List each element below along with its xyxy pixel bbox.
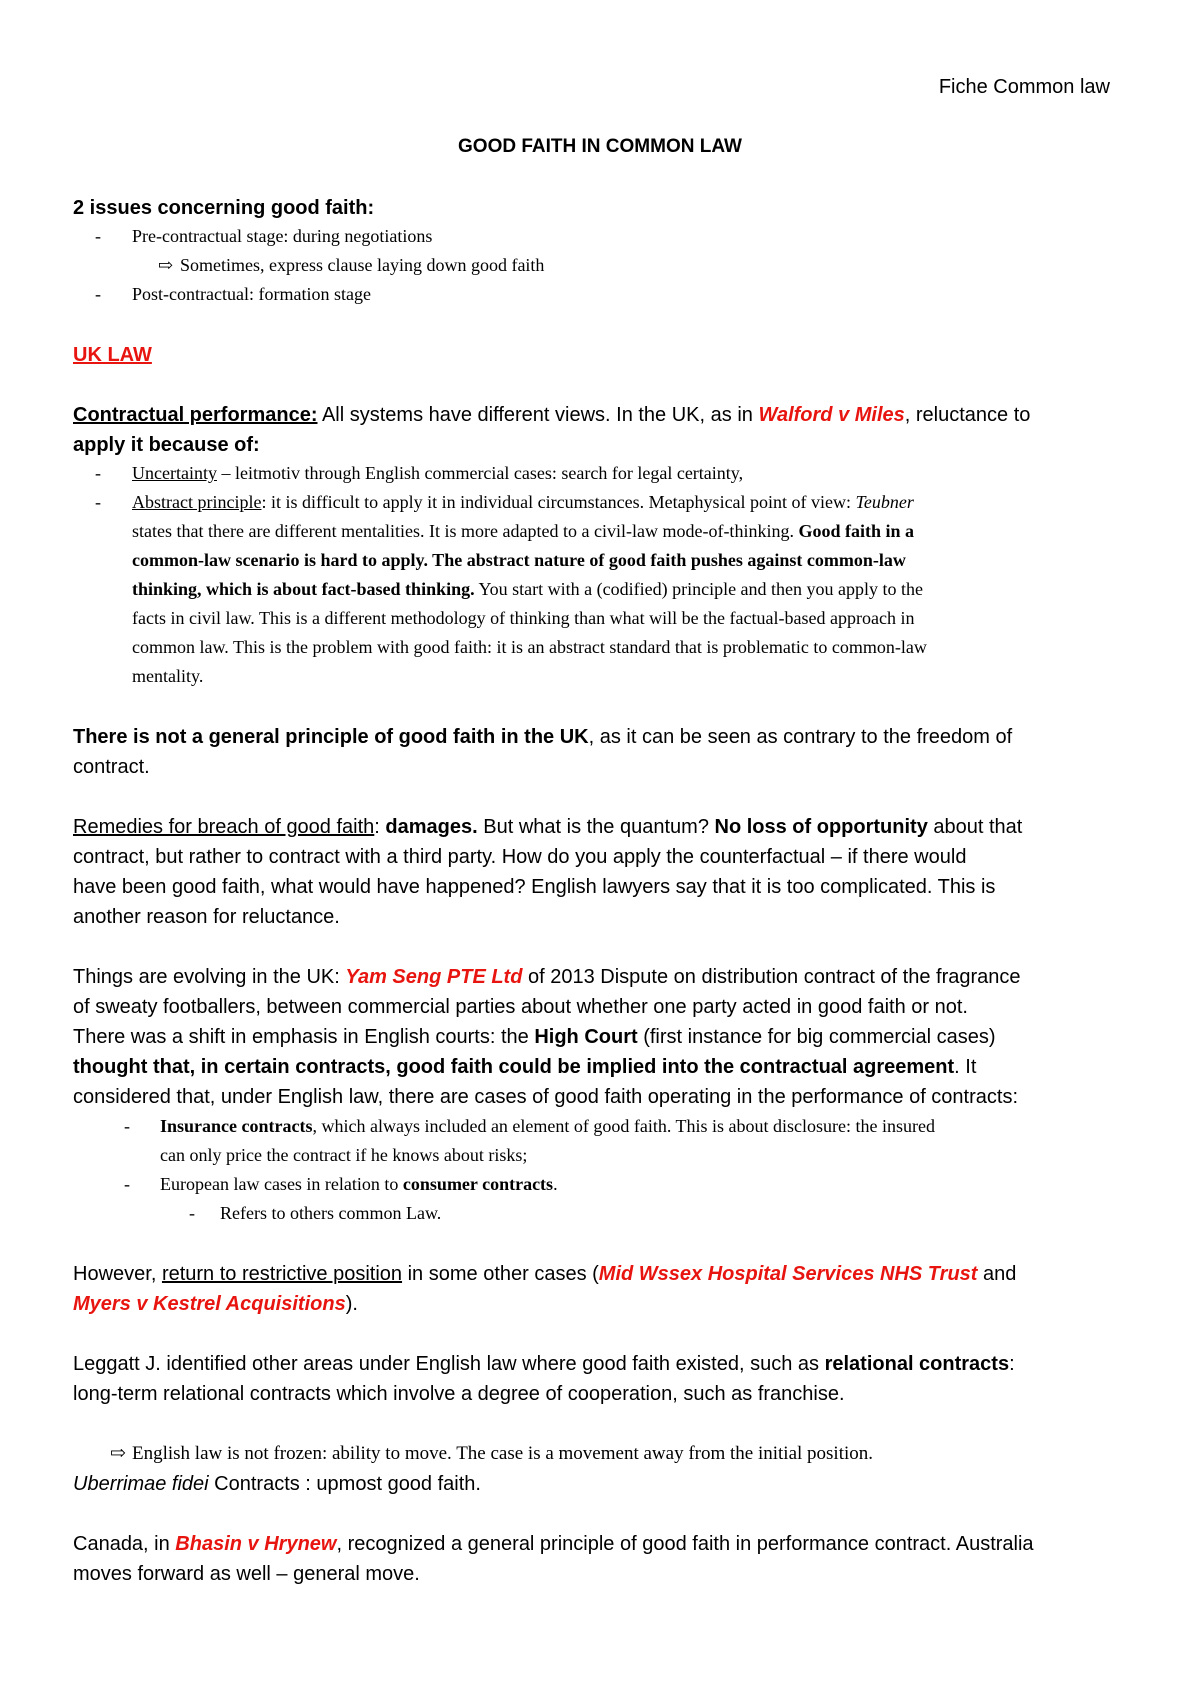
italic-text: Uberrimae fidei	[73, 1473, 209, 1495]
issue-subitem	[158, 251, 544, 280]
text: , as it can be seen as contrary to the freedom of	[588, 726, 1013, 748]
no-principle-line-1	[73, 722, 1130, 752]
bullet-uncertainty	[132, 459, 743, 488]
text: But what is the quantum?	[477, 816, 715, 838]
bold-text: damages.	[385, 816, 478, 838]
case-yam-seng: Yam Seng PTE Ltd	[345, 966, 523, 988]
canada-line-1	[73, 1529, 1130, 1559]
remedies-line-1	[73, 812, 1130, 842]
abstract-line: common-law scenario is hard to apply. The abstract nature of good faith pushes against common-law	[132, 550, 906, 570]
text: of 2013 Dispute on distribution contract of the fragrance	[522, 966, 1021, 988]
text: Leggatt J. identified other areas under English law where good faith existed, such as	[73, 1353, 825, 1375]
text: about that	[927, 816, 1023, 838]
however-line-2	[73, 1289, 1130, 1319]
section-heading-uk-law	[73, 340, 1130, 370]
bold-text: No loss of opportunity	[714, 816, 928, 838]
case-bhasin-v-hrynew: Bhasin v Hrynew	[175, 1533, 337, 1555]
bold-text: relational contracts	[824, 1353, 1010, 1375]
text: . It	[954, 1056, 977, 1078]
text: , recognized a general principle of good faith in performance contract. Australia	[336, 1533, 1034, 1555]
remedies-label: Remedies for breach of good faith	[73, 816, 375, 838]
dash-icon: -	[95, 492, 101, 512]
text: Things are evolving in the UK:	[73, 966, 346, 988]
text: , which always included an element of good faith. This is about disclosure: the insured	[312, 1116, 936, 1136]
no-principle-line-2: contract.	[73, 756, 150, 778]
abstract-principle-label: Abstract principle	[132, 492, 262, 512]
text: ).	[345, 1293, 358, 1315]
text: : it is difficult to apply it in individual circumstances. Metaphysical point of view:	[261, 492, 856, 512]
performance-label: Contractual performance:	[73, 404, 318, 426]
arrow-right-icon: ⇨	[110, 1443, 126, 1464]
bold-text: Good faith in a	[798, 521, 914, 541]
bold-text: consumer contracts	[402, 1174, 554, 1194]
bullet-abstract-principle	[132, 488, 1130, 517]
remedies-line: have been good faith, what would have happened? English lawyers say that it is too complicated. This is	[73, 876, 996, 898]
abstract-line: facts in civil law. This is a different methodology of thinking than what will be the factual-based approach in	[132, 608, 915, 628]
bullet-common-law: Refers to others common Law.	[220, 1203, 442, 1223]
arrow-right-icon: ⇨	[158, 255, 174, 275]
text: All systems have different views. In the UK, as in	[317, 404, 759, 426]
text: in some other cases (	[402, 1263, 599, 1285]
case-walford-v-miles: Walford v Miles	[758, 404, 905, 426]
document-title: GOOD FAITH IN COMMON LAW	[458, 136, 742, 157]
text: English law is not frozen: ability to move. The case is a movement away from the initial position.	[132, 1443, 874, 1464]
abstract-line: common law. This is the problem with good faith: it is an abstract standard that is problematic to common-law	[132, 637, 927, 657]
dash-icon: -	[124, 1174, 130, 1194]
remedies-line: contract, but rather to contract with a third party. How do you apply the counterfactual – if there would	[73, 846, 967, 868]
leggatt-line-2: long-term relational contracts which involve a degree of cooperation, such as franchise.	[73, 1383, 845, 1405]
text: :	[1009, 1353, 1015, 1375]
bold-text: thought that, in certain contracts, good faith could be implied into the contractual agreement	[73, 1056, 955, 1078]
issues-heading: 2 issues concerning good faith:	[73, 197, 375, 219]
case-myers-v-kestrel: Myers v Kestrel Acquisitions	[73, 1293, 346, 1315]
leggatt-line-1	[73, 1349, 1130, 1379]
issue-item: Post-contractual: formation stage	[132, 284, 371, 304]
text: , reluctance to	[904, 404, 1031, 426]
bullet-european	[160, 1170, 558, 1199]
text: However,	[73, 1263, 162, 1285]
dash-icon: -	[189, 1203, 195, 1223]
abstract-line	[132, 575, 923, 604]
dash-icon: -	[95, 226, 101, 246]
abstract-line: mentality.	[132, 666, 204, 686]
performance-line-1	[73, 400, 1130, 430]
text: Canada, in	[73, 1533, 176, 1555]
dash-icon: -	[95, 284, 101, 304]
evolving-line	[73, 1052, 1130, 1082]
text: (first instance for big commercial cases)	[637, 1026, 996, 1048]
dash-icon: -	[95, 463, 101, 483]
however-line-1	[73, 1259, 1130, 1289]
text: Contracts : upmost good faith.	[208, 1473, 481, 1495]
bold-text: thinking, which is about fact-based thinking.	[132, 579, 475, 599]
frozen-line	[110, 1439, 1167, 1469]
bold-text: High Court	[534, 1026, 638, 1048]
underlined-text: return to restrictive position	[161, 1263, 403, 1285]
text: :	[374, 816, 386, 838]
evolving-line-1	[73, 962, 1130, 992]
issue-item: Pre-contractual stage: during negotiations	[132, 226, 433, 246]
performance-line-2: apply it because of:	[73, 434, 260, 456]
issue-subitem-text: Sometimes, express clause laying down good faith	[180, 255, 545, 275]
text: – leitmotiv through English commercial cases: search for legal certainty,	[216, 463, 744, 483]
text: states that there are different mentalities. It is more adapted to a civil-law mode-of-thinking.	[132, 521, 799, 541]
remedies-line: another reason for reluctance.	[73, 906, 340, 928]
bullet-insurance-line-2: can only price the contract if he knows about risks;	[160, 1145, 528, 1165]
evolving-line: considered that, under English law, there are cases of good faith operating in the performance of contracts:	[73, 1086, 1019, 1108]
text: .	[553, 1174, 558, 1194]
page-header: Fiche Common law	[938, 76, 1110, 98]
case-mid-essex: Mid Wssex Hospital Services NHS Trust	[598, 1263, 978, 1285]
canada-line-2: moves forward as well – general move.	[73, 1563, 420, 1585]
abstract-line	[132, 517, 914, 546]
teubner-name: Teubner	[855, 492, 914, 512]
bold-text: There is not a general principle of good faith in the UK	[73, 726, 589, 748]
text: and	[977, 1263, 1017, 1285]
text: There was a shift in emphasis in English courts: the	[73, 1026, 535, 1048]
text: European law cases in relation to	[160, 1174, 403, 1194]
uk-law-label: UK LAW	[73, 344, 152, 366]
text: You start with a (codified) principle and then you apply to the	[474, 579, 924, 599]
evolving-line	[73, 1022, 1130, 1052]
bold-text: Insurance contracts	[160, 1116, 313, 1136]
uberrimae-line	[73, 1469, 1130, 1499]
bullet-insurance	[160, 1112, 935, 1141]
evolving-line: of sweaty footballers, between commercial parties about whether one party acted in good faith or not.	[73, 996, 968, 1018]
uncertainty-label: Uncertainty	[132, 463, 217, 483]
dash-icon: -	[124, 1116, 130, 1136]
